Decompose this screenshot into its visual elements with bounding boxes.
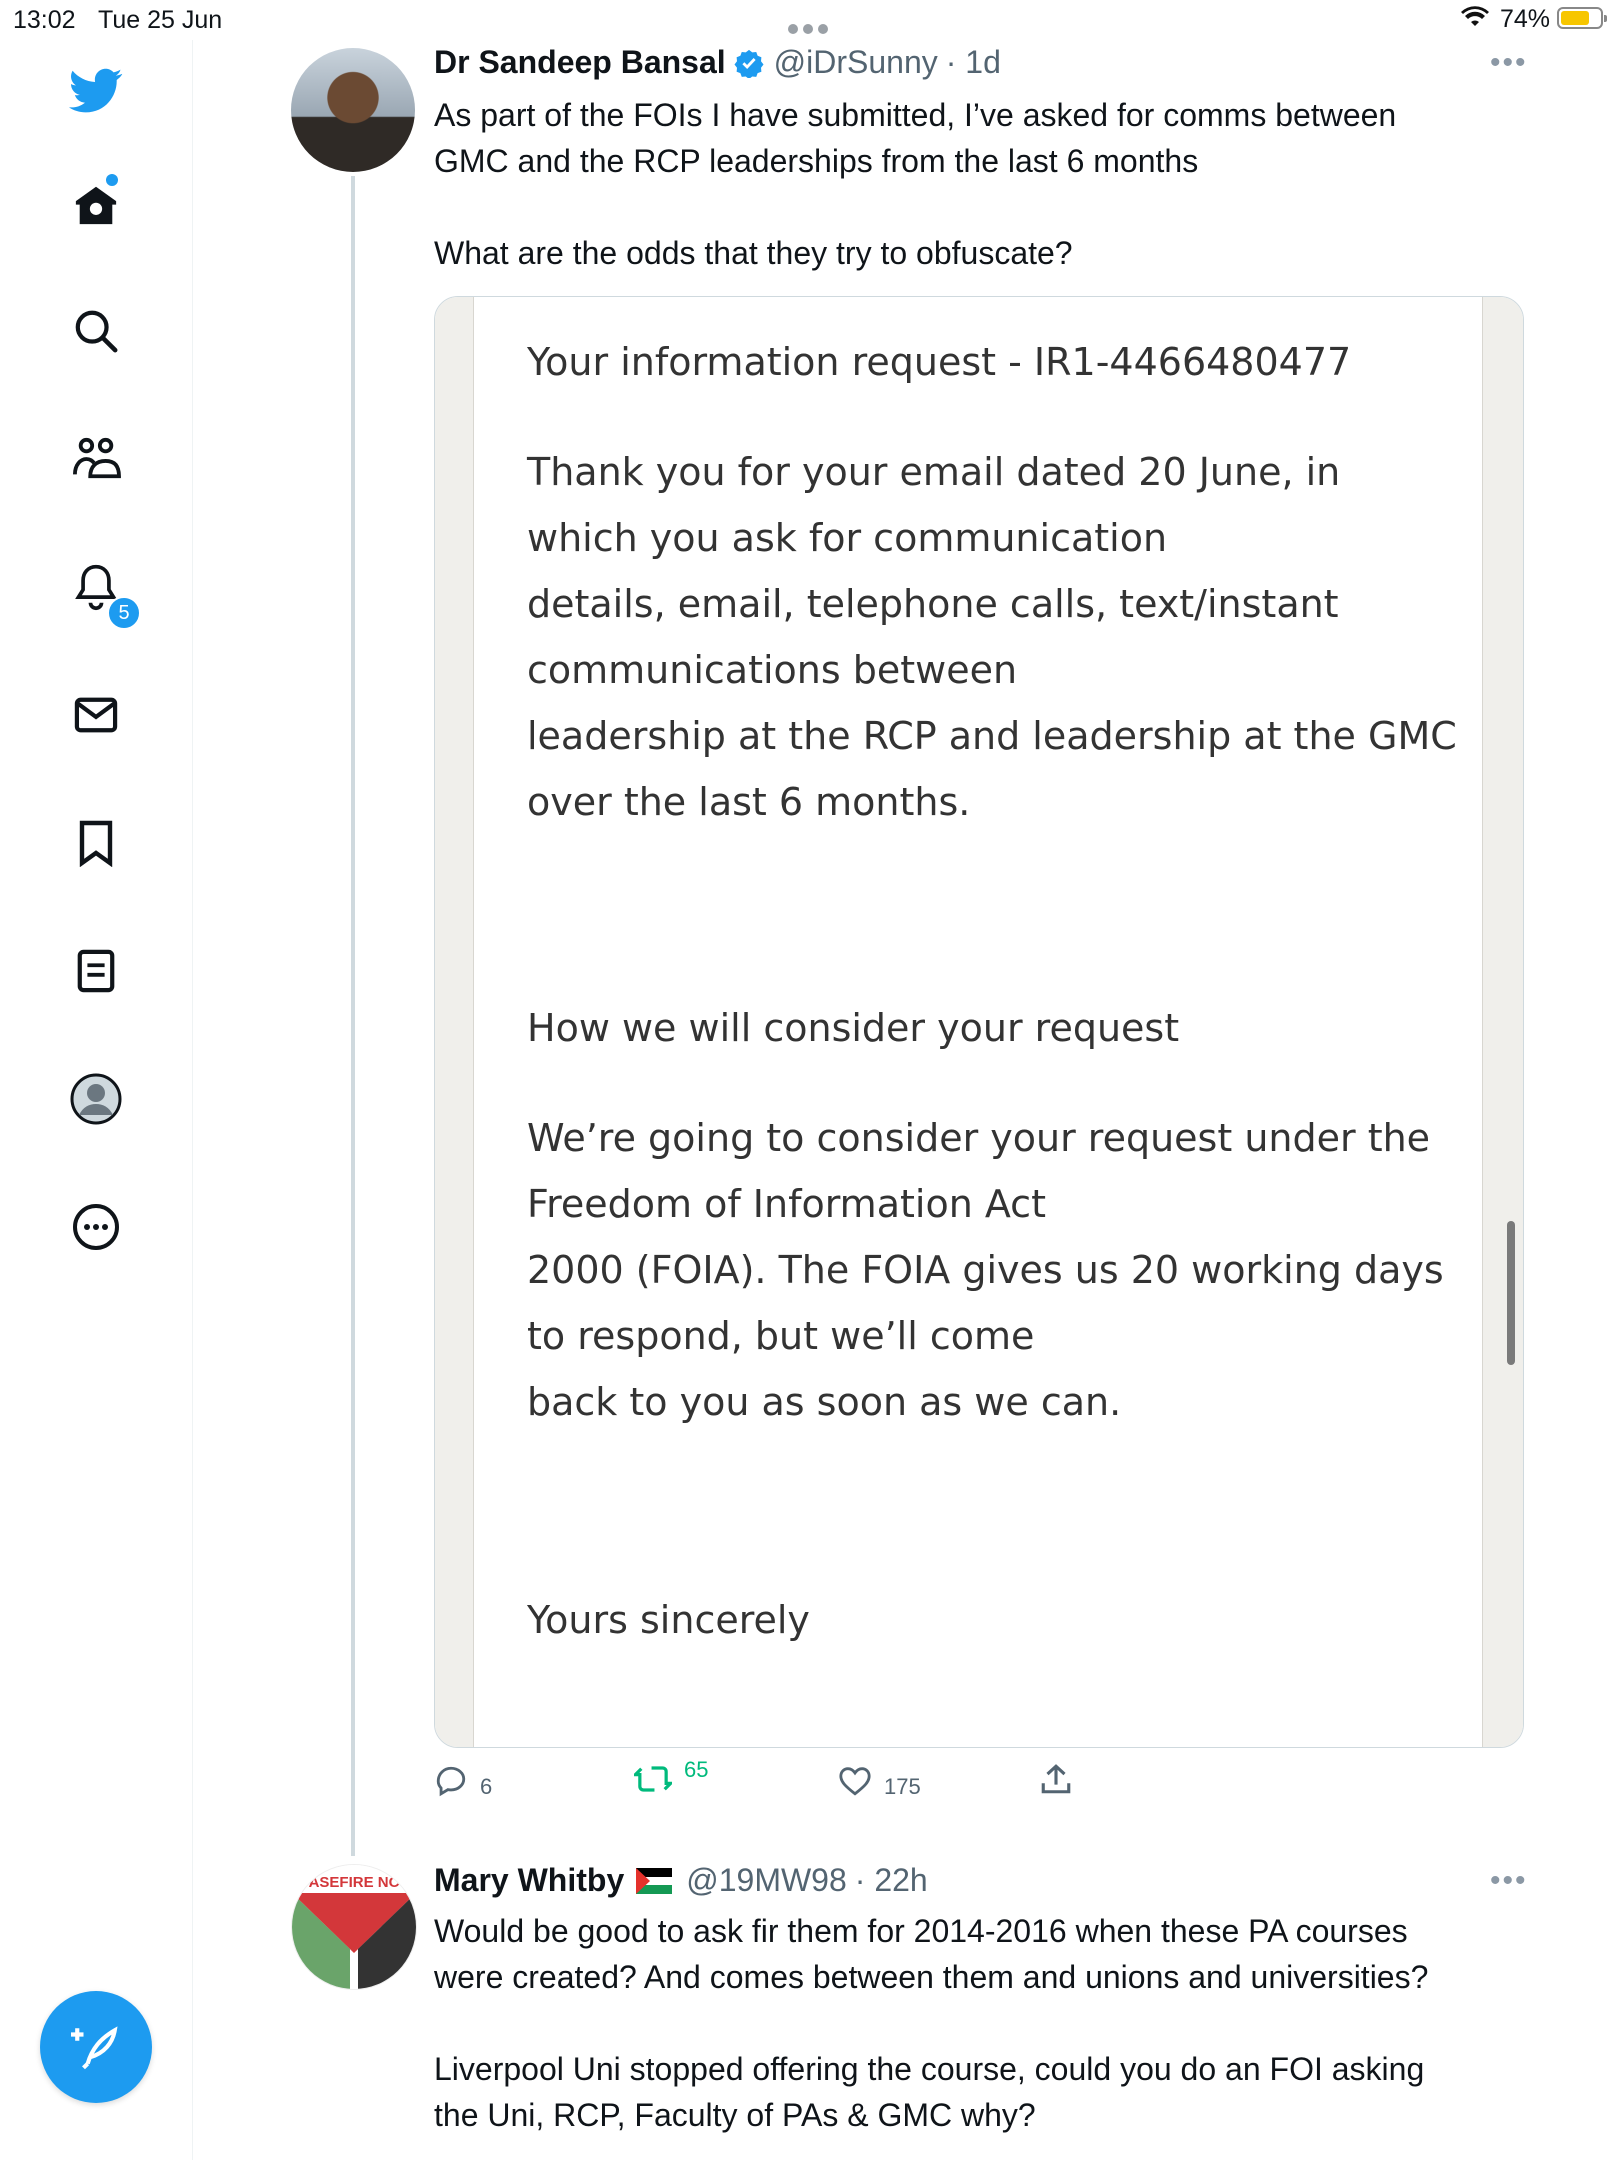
tweet-actions xyxy=(434,1757,1134,1812)
lists-icon[interactable] xyxy=(63,938,129,1004)
more-icon[interactable] xyxy=(63,1194,129,1260)
doc-line: How we will consider your request xyxy=(527,1006,1180,1050)
doc-heading xyxy=(527,995,1447,1061)
doc-signoff xyxy=(527,1587,1447,1653)
doc-title xyxy=(527,329,1447,395)
tweet-text-line xyxy=(434,2000,1514,2046)
share-icon xyxy=(1040,1762,1072,1796)
tweet-text-line: the Uni, RCP, Faculty of PAs & GMC why? xyxy=(434,2097,1036,2133)
doc-line: We’re going to consider your request under the xyxy=(527,1116,1431,1160)
doc-line: 2000 (FOIA). The FOIA gives us 20 working days xyxy=(527,1248,1444,1292)
doc-line: Freedom of Information Act xyxy=(527,1182,1046,1226)
tweet-text-line: Liverpool Uni stopped offering the course, could you do an FOI asking xyxy=(434,2051,1425,2087)
retweet-button[interactable] xyxy=(634,1757,709,1796)
status-bar xyxy=(0,0,1620,40)
doc-line: Thank you for your email dated 20 June, in xyxy=(527,450,1341,494)
like-count: 175 xyxy=(884,1774,921,1799)
retweet-count: 65 xyxy=(684,1757,709,1782)
notifications-badge: 5 xyxy=(107,596,141,630)
tweet-text-line: As part of the FOIs I have submitted, I’ve asked for comms between xyxy=(434,97,1397,133)
author-handle[interactable]: @19MW98 xyxy=(686,1862,847,1898)
profile-icon[interactable] xyxy=(63,1066,129,1132)
reply-icon xyxy=(434,1764,468,1798)
tweet-image[interactable] xyxy=(434,296,1524,1748)
communities-icon[interactable] xyxy=(63,426,129,492)
status-time: 13:02 xyxy=(13,6,76,34)
feather-plus-icon xyxy=(71,2022,121,2072)
doc-line: over the last 6 months. xyxy=(527,780,971,824)
multitasking-dots-icon[interactable] xyxy=(788,12,833,41)
doc-line: communications between xyxy=(527,648,1018,692)
tweet-text-line: Would be good to ask fir them for 2014-2016 when these PA courses xyxy=(434,1913,1408,1949)
like-button[interactable] xyxy=(838,1762,921,1800)
messages-icon[interactable] xyxy=(63,682,129,748)
verified-badge-icon xyxy=(734,48,764,78)
tweet-header xyxy=(434,1862,928,1899)
avatar-mary-whitby[interactable] xyxy=(291,1864,417,1990)
tweet-text xyxy=(434,1908,1514,2138)
tweet-time[interactable]: · 22h xyxy=(854,1862,928,1898)
tweet-time[interactable]: · 1d xyxy=(945,44,1001,80)
heart-icon xyxy=(838,1765,872,1797)
doc-line: Your information request - IR1-4466480477 xyxy=(527,340,1352,384)
wifi-icon xyxy=(1460,6,1490,37)
image-scrollbar xyxy=(1507,1221,1515,1365)
tweet-header xyxy=(434,44,1001,81)
tweet-text-line xyxy=(434,184,1514,230)
search-icon[interactable] xyxy=(63,298,129,364)
reply-button[interactable] xyxy=(434,1762,492,1800)
sidebar-nav xyxy=(0,40,193,2160)
compose-tweet-button[interactable] xyxy=(40,1991,152,2103)
doc-line: leadership at the RCP and leadership at the GMC xyxy=(527,714,1457,758)
avatar-text: ASEFIRE NC xyxy=(308,1874,400,1891)
tweet-text-line: were created? And comes between them and unions and universities? xyxy=(434,1959,1429,1995)
doc-line: Yours sincerely xyxy=(527,1598,810,1642)
palestine-flag-icon xyxy=(636,1868,672,1894)
home-icon[interactable] xyxy=(63,172,129,238)
twitter-logo-icon[interactable] xyxy=(63,58,129,124)
doc-line: which you ask for communication xyxy=(527,516,1168,560)
bookmarks-icon[interactable] xyxy=(63,810,129,876)
thread-line xyxy=(351,176,355,1856)
tweet-more-icon[interactable]: ••• xyxy=(1490,46,1528,79)
author-name[interactable]: Dr Sandeep Bansal xyxy=(434,44,726,80)
status-date: Tue 25 Jun xyxy=(98,6,223,34)
battery-icon xyxy=(1557,7,1603,29)
avatar-sandeep-bansal[interactable] xyxy=(291,48,415,172)
tweet-text-line: GMC and the RCP leaderships from the last 6 months xyxy=(434,143,1199,179)
doc-paragraph-1 xyxy=(527,439,1457,835)
doc-line: back to you as soon as we can. xyxy=(527,1380,1122,1424)
new-posts-dot xyxy=(106,174,118,186)
doc-paragraph-2 xyxy=(527,1105,1447,1435)
doc-line: to respond, but we’ll come xyxy=(527,1314,1035,1358)
image-margin-right xyxy=(1482,297,1523,1747)
tweet-more-icon[interactable]: ••• xyxy=(1490,1864,1528,1897)
author-handle[interactable]: @iDrSunny xyxy=(773,44,938,80)
tweet-text xyxy=(434,92,1514,276)
doc-line: details, email, telephone calls, text/instant xyxy=(527,582,1339,626)
retweet-icon xyxy=(634,1762,672,1796)
image-margin-left xyxy=(435,297,474,1747)
author-name[interactable]: Mary Whitby xyxy=(434,1862,625,1898)
reply-count: 6 xyxy=(480,1774,493,1799)
battery-percent: 74% xyxy=(1500,5,1551,33)
tweet-text-line: What are the odds that they try to obfuscate? xyxy=(434,235,1073,271)
share-button[interactable] xyxy=(1040,1762,1072,1796)
